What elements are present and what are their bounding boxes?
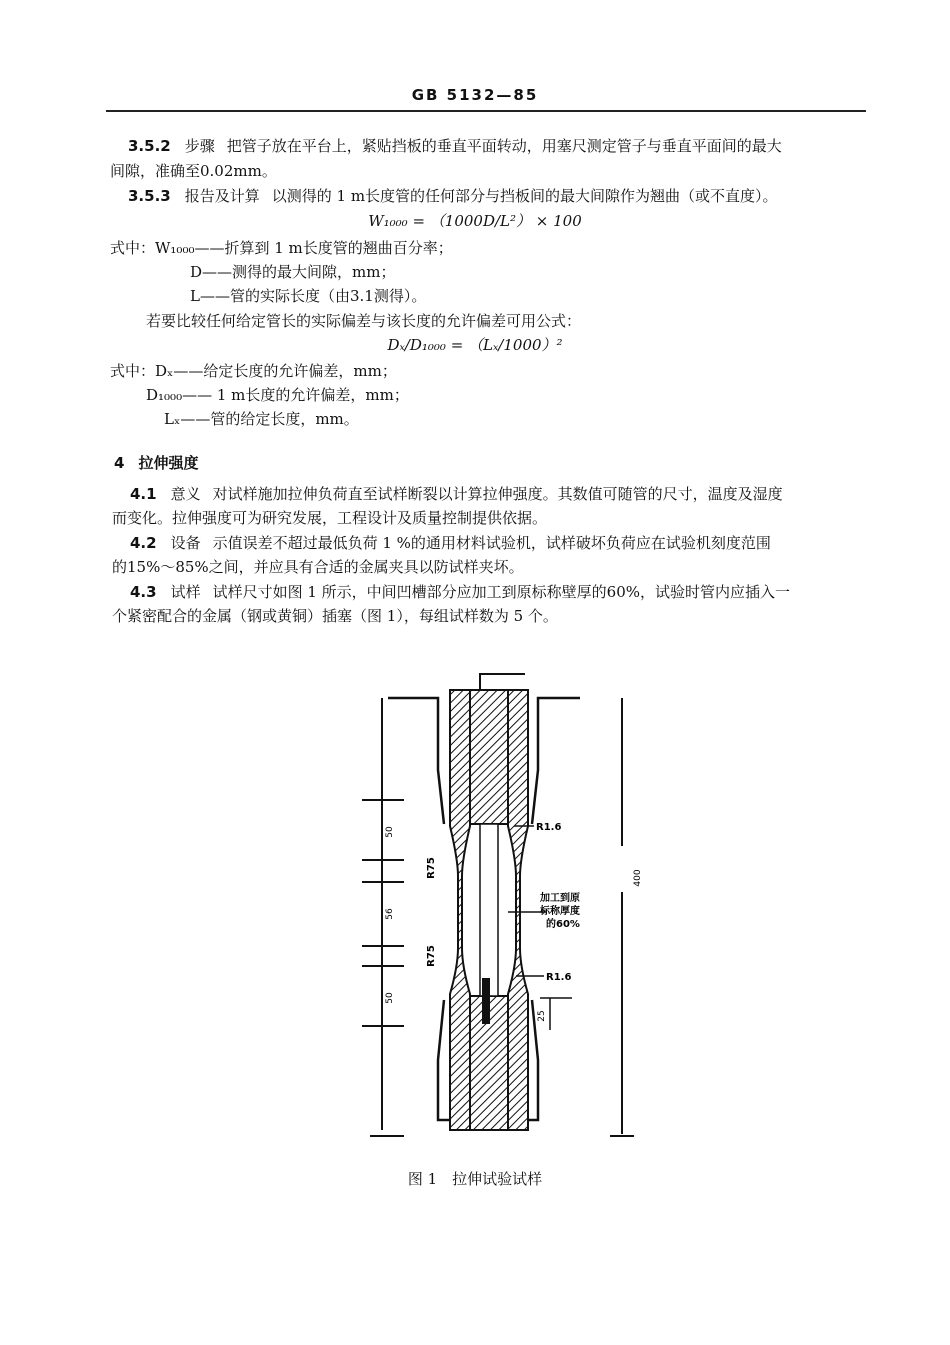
overall-dimension (610, 698, 634, 1136)
plug-pin (482, 978, 490, 1024)
paragraph-text: 若要比较任何给定管长的实际偏差与该长度的允许偏差可用公式： (146, 312, 582, 330)
note-line-1: 加工到原 (540, 893, 580, 904)
where-item: 式中：W₁₀₀₀——折算到 1 m长度管的翘曲百分率； (110, 239, 453, 257)
dim-56: 56 (385, 908, 395, 920)
section-title: 拉伸强度 (138, 454, 199, 472)
section-4-heading (114, 453, 198, 473)
paragraph-continuation: 个紧密配合的金属（钢或黄铜）插塞（图 1），每组试样数为 5 个。 (112, 607, 558, 625)
dim-25: 25 (537, 1010, 547, 1022)
where-item: L——管的实际长度（由3.1测得）。 (190, 287, 427, 305)
formula-deviation: Dₓ/D₁₀₀₀ = （Lₓ/1000）² (387, 336, 563, 354)
where-item: D——测得的最大间隙，mm； (190, 263, 396, 281)
upper-plug (470, 690, 508, 824)
section-4-3 (130, 582, 790, 602)
where-item: 式中：Dₓ——给定长度的允许偏差，mm； (110, 362, 397, 380)
r16-bottom-label: R1.6 (546, 972, 572, 983)
formula-warp: W₁₀₀₀ = （1000D/L²） × 100 (368, 212, 582, 230)
section-number: 3.5.3 (128, 187, 171, 205)
section-3-5-2 (128, 136, 782, 156)
paragraph-text: 以测得的 1 m长度管的任何部分与挡板间的最大间隙作为翘曲（或不直度）。 (271, 187, 778, 205)
paragraph-text: 试样尺寸如图 1 所示，中间凹槽部分应加工到原标称壁厚的60%，试验时管内应插入一 (212, 583, 791, 601)
paragraph-continuation: 的15%～85%之间，并应具有合适的金属夹具以防试样夹坏。 (112, 558, 524, 576)
paragraph-continuation: 间隙，准确至0.02mm。 (110, 162, 277, 180)
section-number: 3.5.2 (128, 137, 171, 155)
note-line-3: 的60% (546, 919, 580, 930)
page-header: GB 5132—85 (411, 86, 539, 104)
section-4-2 (130, 533, 771, 553)
r75-bottom-label: R75 (426, 945, 437, 967)
dim-400: 400 (633, 869, 643, 887)
upper-left-grip (388, 698, 444, 824)
section-label: 设备 (170, 534, 201, 552)
paragraph-text: 把管子放在平台上，紧贴挡板的垂直平面转动，用塞尺测定管子与垂直平面间的最大 (226, 137, 782, 155)
header-rule (106, 110, 866, 112)
specimen-wall-right (508, 690, 528, 1130)
specimen-wall-left (450, 690, 470, 1130)
section-3-5-3 (128, 186, 778, 206)
section-number: 4 (114, 454, 125, 472)
section-number: 4.1 (130, 485, 157, 503)
figure-caption: 图 1 拉伸试验试样 (407, 1170, 543, 1188)
dim-50-bottom: 50 (385, 992, 395, 1004)
section-label: 报告及计算 (184, 187, 260, 205)
inner-bore (480, 824, 498, 996)
where-item: Lₓ——管的给定长度，mm。 (164, 410, 359, 428)
section-label: 步骤 (184, 137, 215, 155)
r16-top-label: R1.6 (536, 822, 562, 833)
where-item: D₁₀₀₀—— 1 m长度的允许偏差，mm； (146, 386, 409, 404)
paragraph-continuation: 而变化。拉伸强度可为研究发展，工程设计及质量控制提供依据。 (112, 509, 548, 527)
tensile-specimen-figure (340, 660, 660, 1150)
section-label: 试样 (170, 583, 201, 601)
note-line-2: 标称厚度 (540, 906, 580, 917)
r75-top-label: R75 (426, 857, 437, 879)
section-number: 4.3 (130, 583, 157, 601)
section-4-1 (130, 484, 783, 504)
section-label: 意义 (170, 485, 201, 503)
paragraph-text: 示值误差不超过最低负荷 1 %的通用材料试验机，试样破坏负荷应在试验机刻度范围 (212, 534, 771, 552)
left-dimension-chain (362, 698, 404, 1136)
paragraph-text: 对试样施加拉伸负荷直至试样断裂以计算拉伸强度。其数值可随管的尺寸，温度及湿度 (212, 485, 783, 503)
top-tab (480, 674, 525, 690)
dim-50-top: 50 (385, 826, 395, 838)
upper-right-grip (532, 698, 580, 824)
section-number: 4.2 (130, 534, 157, 552)
